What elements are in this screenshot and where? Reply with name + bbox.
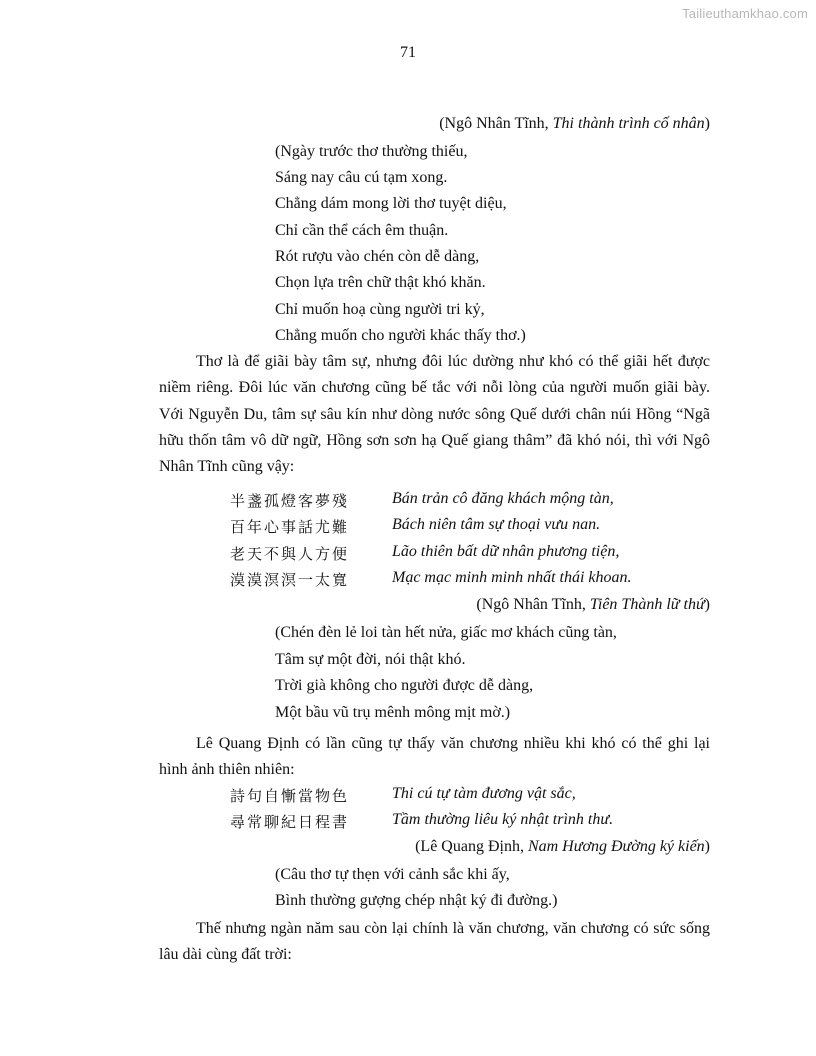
body-paragraph: Thế nhưng ngàn năm sau còn lại chính là văn chương, văn chương có sức sống lâu dài cùng đất trời: [159,920,710,964]
poem-line: Trời già không cho người được dễ dàng, [275,677,534,694]
han-verse: 老天不與人方便 [230,545,350,563]
han-verse: 漠漠溟溟一太寬 [230,571,350,589]
citation: (Lê Quang Định, Nam Hương Đường ký kiến) [415,838,710,855]
poem-line: Chỉ muốn hoạ cùng người tri kỷ, [275,301,485,318]
poem-line: Chọn lựa trên chữ thật khó khăn. [275,274,486,291]
poem-line: Chẳng dám mong lời thơ tuyệt diệu, [275,195,507,212]
transliteration-verse: Lão thiên bất dữ nhân phương tiện, [392,543,620,560]
transliteration-verse: Mạc mạc minh minh nhất thái khoan. [392,569,632,586]
transliteration-verse: Bán trản cô đăng khách mộng tàn, [392,490,614,507]
poem-line: Sáng nay câu cú tạm xong. [275,169,448,186]
body-paragraph: Lê Quang Định có lần cũng tự thấy văn chương nhiều khi khó có thể ghi lại hình ảnh thiên nhiên: [159,735,710,779]
poem-line: (Ngày trước thơ thường thiếu, [275,143,468,160]
han-verse: 詩句自慚當物色 [230,787,350,805]
poem-line: Chẳng muốn cho người khác thấy thơ.) [275,327,526,344]
transliteration-verse: Thi cú tự tàm đương vật sắc, [392,785,576,802]
poem-line: Bình thường gượng chép nhật ký đi đường.) [275,892,558,909]
poem-line: Rót rượu vào chén còn dễ dàng, [275,248,480,265]
poem-line: (Câu thơ tự thẹn với cảnh sắc khi ấy, [275,866,510,883]
work-title: Nam Hương Đường ký kiến [527,838,705,855]
poem-line: Một bầu vũ trụ mênh mông mịt mờ.) [275,704,511,721]
page-number: 71 [400,44,416,61]
watermark: Tailieuthamkhao.com [682,6,808,21]
poem-line: Tâm sự một đời, nói thật khó. [275,651,466,668]
work-title: Thi thành trình cố nhân [552,115,705,132]
citation: (Ngô Nhân Tĩnh, Thi thành trình cố nhân) [439,115,710,132]
transliteration-verse: Tầm thường liêu ký nhật trình thư. [392,811,614,828]
han-verse: 百年心事話尤難 [230,518,350,536]
body-paragraph: Thơ là để giãi bày tâm sự, nhưng đôi lúc dường như khó có thể giãi hết được niềm riêng. Đôi lúc văn chương cũng bế tắc với nỗi lòng của người muốn giãi bày. Với Nguyễn Du, tâm sự sâu kín như dòng nước sông Quế dưới chân núi Hồng “Ngã hữu thốn tâm vô dữ ngữ, Hồng sơn sơn hạ Quế giang thâm” đã khó nói, thì với Ngô Nhân Tĩnh cũng vậy: [159,353,710,476]
han-verse: 半盞孤燈客夢殘 [230,492,350,510]
citation: (Ngô Nhân Tĩnh, Tiên Thành lữ thứ) [476,596,710,613]
transliteration-verse: Bách niên tâm sự thoại vưu nan. [392,516,601,533]
work-title: Tiên Thành lữ thứ [589,596,705,613]
poem-line: (Chén đèn lẻ loi tàn hết nửa, giấc mơ khách cũng tàn, [275,624,617,641]
han-verse: 尋常聊紀日程書 [230,813,350,831]
poem-line: Chỉ cần thể cách êm thuận. [275,222,449,239]
